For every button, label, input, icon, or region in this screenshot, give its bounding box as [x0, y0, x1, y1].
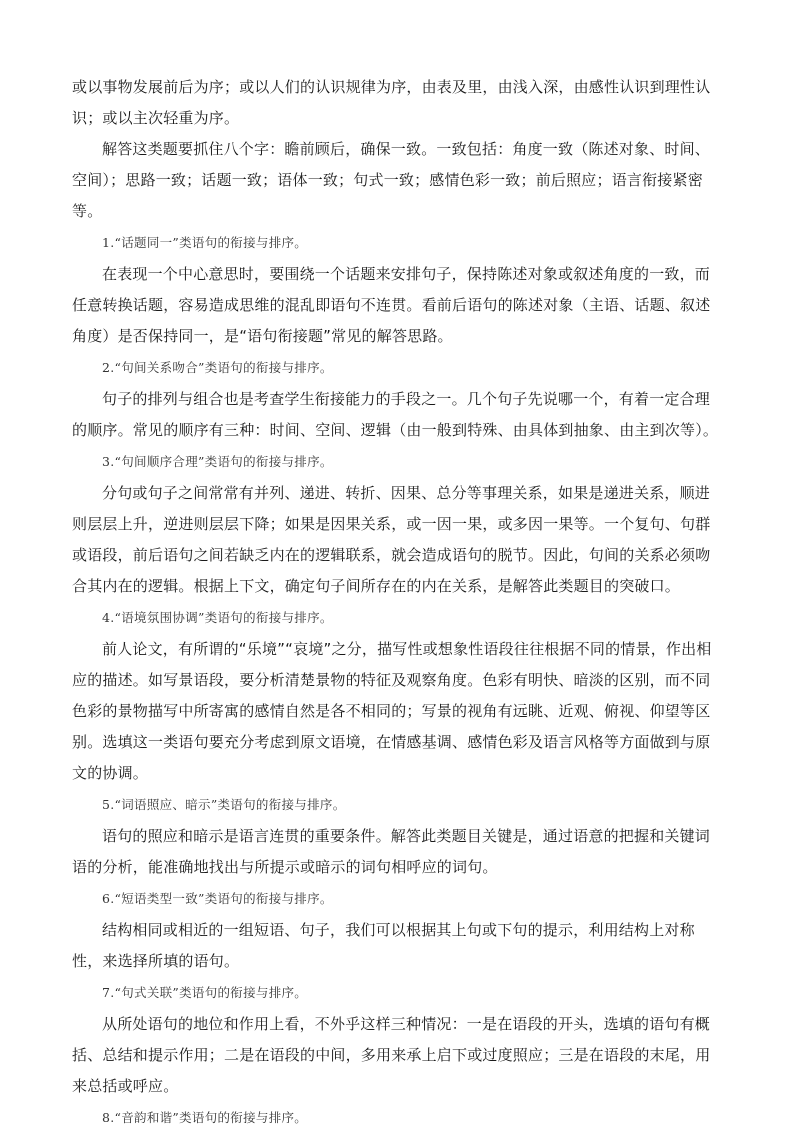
section-heading-7: 7.“句式关联”类语句的衔接与排序。 [102, 985, 308, 1000]
paragraph-sentence-order: 分句或句子之间常常有并列、递进、转折、因果、总分等事理关系，如果是递进关系，顺进则层层上升，逆进则层层下降；如果是因果关系，或一因一果，或多因一果等。一个复句、句群或语段，前后语句之间若缺乏内在的逻辑联系，就会造成语句的脱节。因此，句间的关系必须吻合其内在的逻辑。根据上下文，确定句子间所存在的内在关系，是解答此类题目的突破口。 [72, 484, 711, 595]
paragraph-topic-unity: 在表现一个中心意思时，要围绕一个话题来安排句子，保持陈述对象或叙述角度的一致，而任意转换话题，容易造成思维的混乱即语句不连贯。看前后语句的陈述对象（主语、话题、叙述角度）是否保持同一，是“语句衔接题”常见的解答思路。 [72, 265, 711, 345]
section-heading-5: 5.“词语照应、暗示”类语句的衔接与排序。 [102, 797, 346, 812]
document-page [72, 72, 722, 1134]
paragraph-context-atmosphere: 前人论文，有所谓的“乐境”“哀境”之分，描写性或想象性语段往往根据不同的情景，作出相应的描述。如写景语段，要分析清楚景物的特征及观察角度。色彩有明快、暗淡的区别，而不同色彩的景物描写中所寄寓的感情自然是各不相同的；写景的视角有远眺、近观、俯视、仰望等区别。选填这一类语句要充分考虑到原文语境，在情感基调、感情色彩及语言风格等方面做到与原文的协调。 [72, 640, 712, 782]
section-heading-3: 3.“句间顺序合理”类语句的衔接与排序。 [102, 454, 333, 469]
paragraph-sentence-pattern: 从所处语句的地位和作用上看，不外乎这样三种情况：一是在语段的开头，选填的语句有概括、总结和提示作用；二是在语段的中间，多用来承上启下或过度照应；三是在语段的末尾，用来总括或呼应。 [72, 1015, 711, 1095]
paragraph-key-principles: 解答这类题要抓住八个字：瞻前顾后，确保一致。一致包括：角度一致（陈述对象、时间、空间）；思路一致；话题一致；语体一致；句式一致；感情色彩一致；前后照应；语言衔接紧密等。 [72, 140, 711, 220]
paragraph-word-echo: 语句的照应和暗示是语言连贯的重要条件。解答此类题目关键是，通过语意的把握和关键词语的分析，能准确地找出与所提示或暗示的词句相呼应的词句。 [72, 827, 711, 876]
section-heading-2: 2.“句间关系吻合”类语句的衔接与排序。 [102, 360, 333, 375]
paragraph-sentence-relation: 句子的排列与组合也是考查学生衔接能力的手段之一。几个句子先说哪一个，有着一定合理的顺序。常见的顺序有三种：时间、空间、逻辑（由一般到特殊、由具体到抽象、由主到次等）。 [72, 390, 719, 439]
paragraph-intro-order: 或以事物发展前后为序；或以人们的认识规律为序，由表及里，由浅入深，由感性认识到理性认识；或以主次轻重为序。 [72, 78, 711, 127]
section-heading-1: 1.“话题同一”类语句的衔接与排序。 [102, 235, 308, 250]
section-heading-4: 4.“语境氛围协调”类语句的衔接与排序。 [102, 610, 333, 625]
paragraph-phrase-type: 结构相同或相近的一组短语、句子，我们可以根据其上句或下句的提示，利用结构上对称性，来选择所填的语句。 [72, 921, 695, 970]
section-heading-8: 8.“音韵和谐”类语句的衔接与排序。 [102, 1110, 308, 1125]
section-heading-6: 6.“短语类型一致”类语句的衔接与排序。 [102, 891, 333, 906]
